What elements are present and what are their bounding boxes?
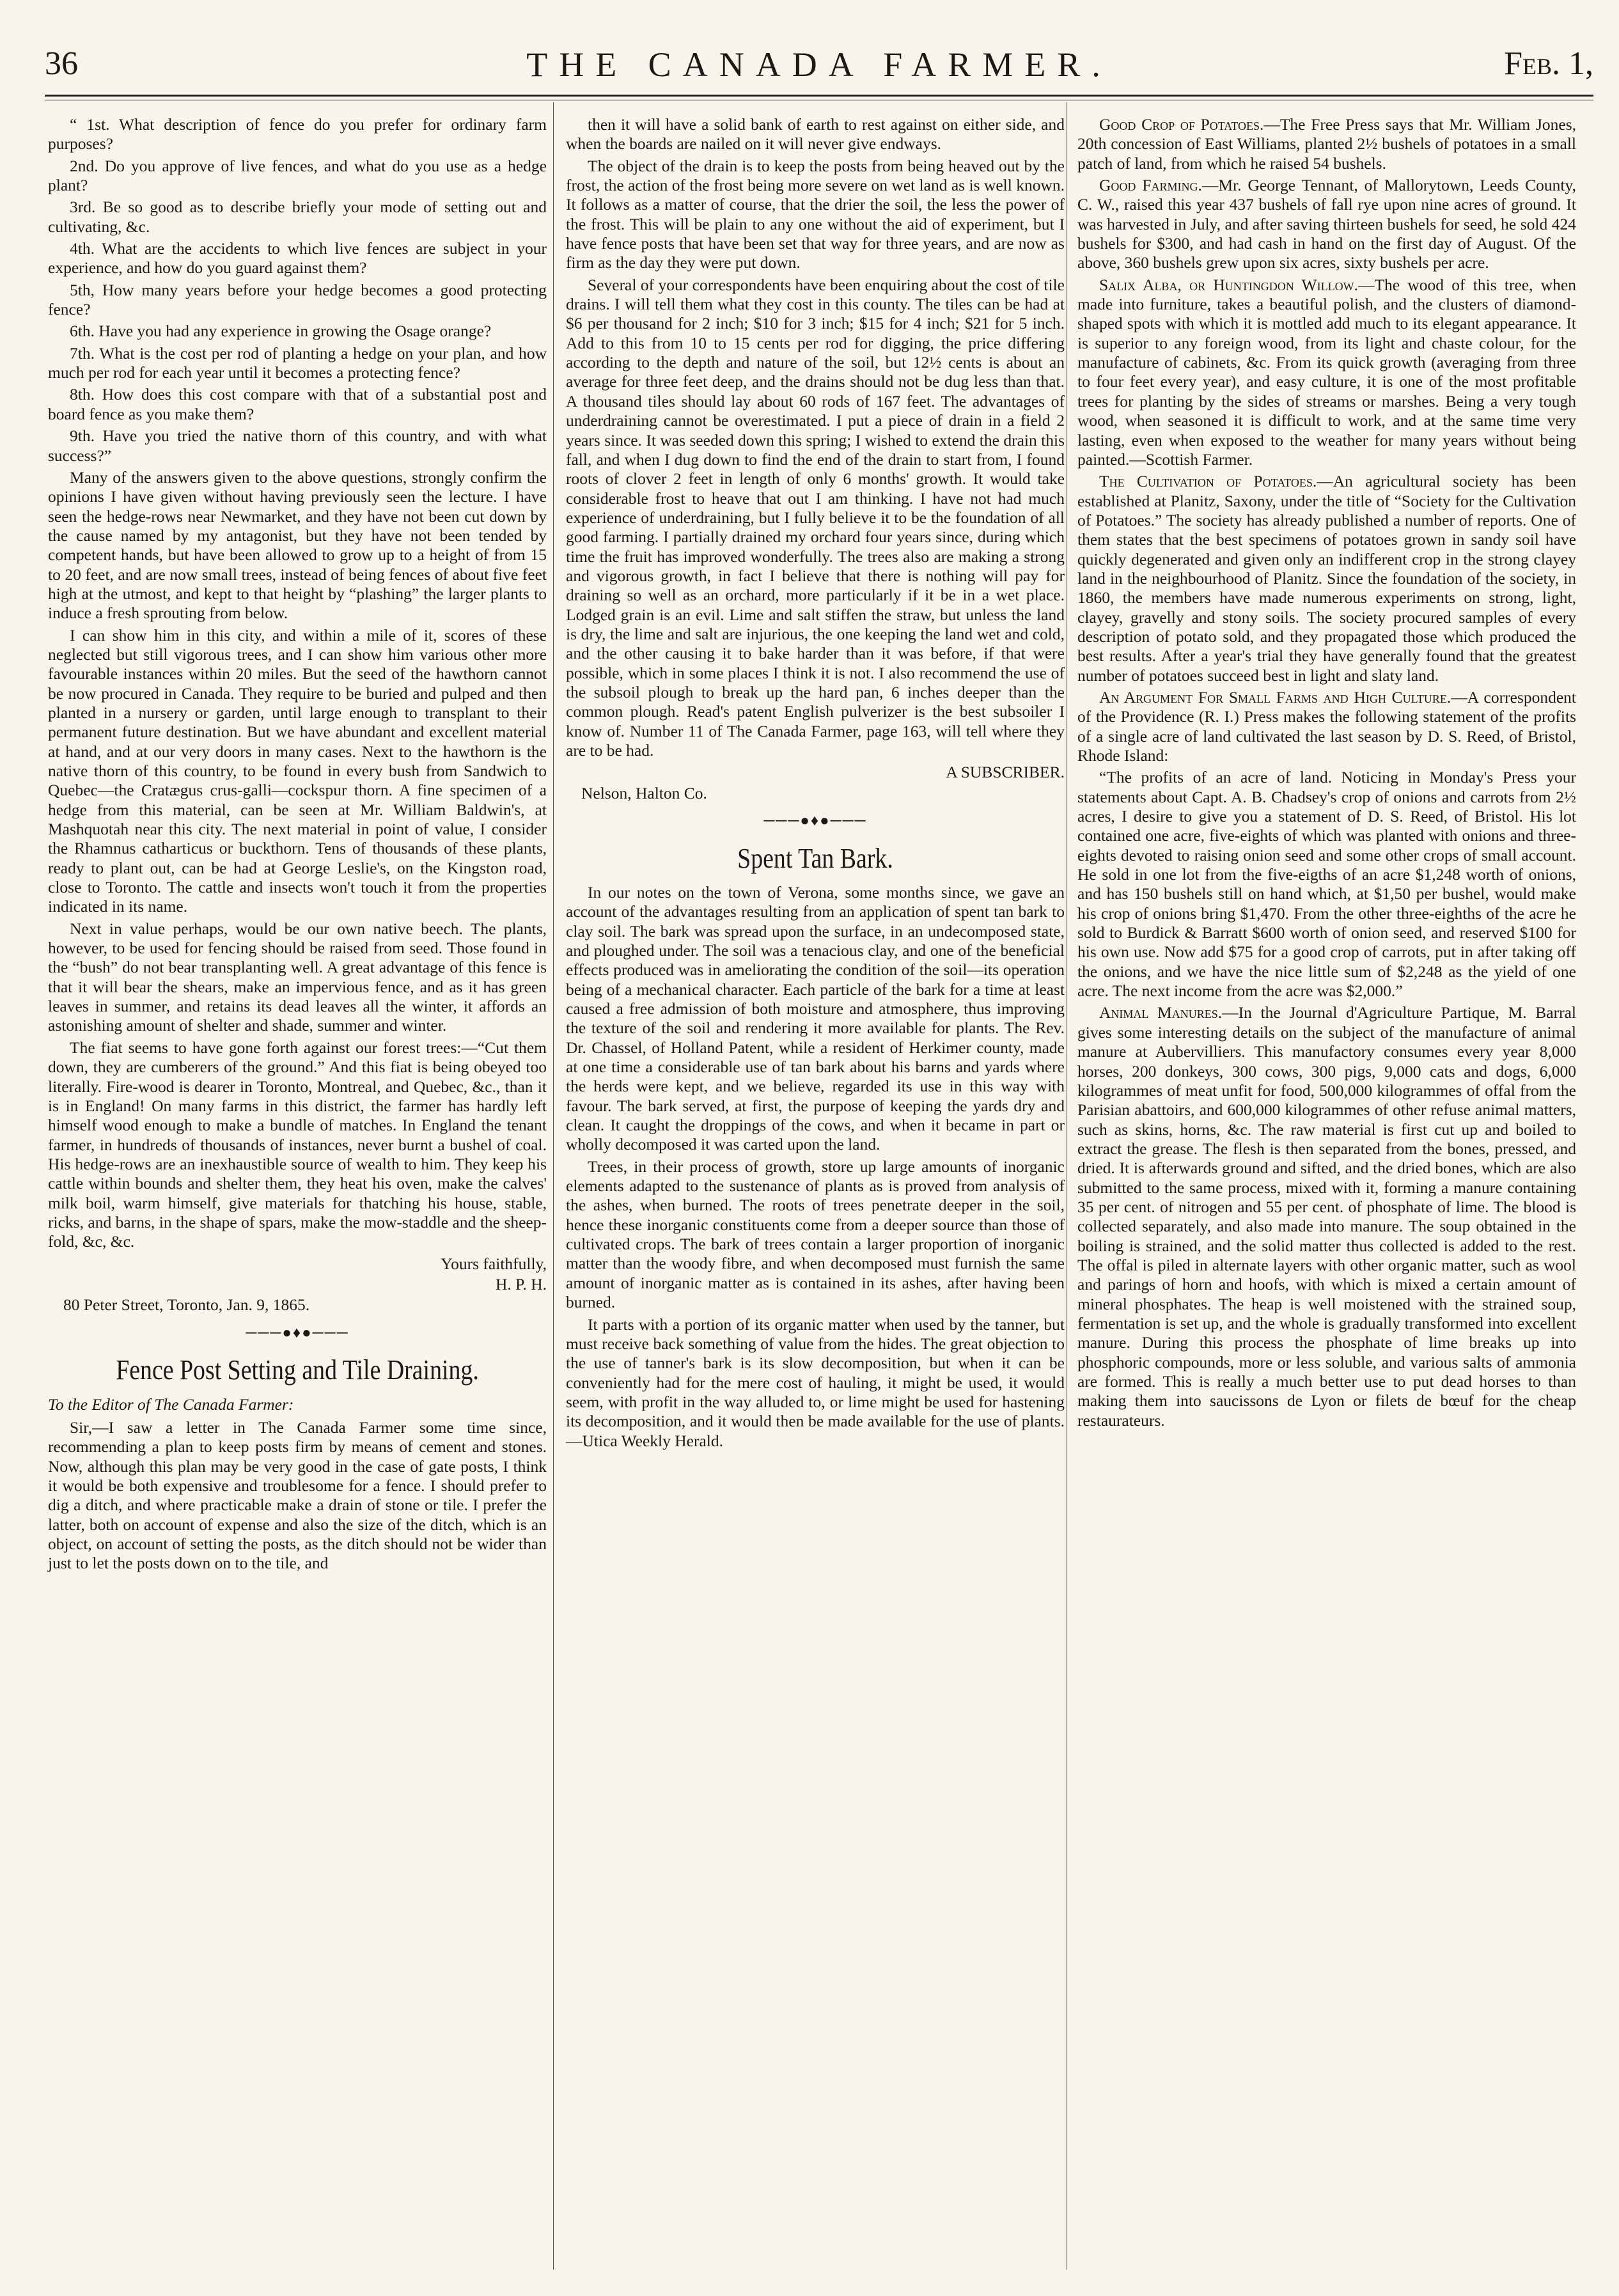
news-item <box>1077 176 1576 273</box>
item-title: Good Farming. <box>1099 176 1202 195</box>
question-line: 5th, How many years before your hedge becomes a good protecting fence? <box>48 280 547 319</box>
item-text: —Mr. George Tennant, of Mallorytown, Leeds County, C. W., raised this year 437 bushels of fall rye upon nine acres of ground. It was harvested in July, and after saving thirteen bushels for seed, he sold 424 bushels for $300, and had cash in hand on the first day of August. Of the above, 360 bushels grew upon six acres, sixty bushels per acre. <box>1077 176 1576 272</box>
article-paragraph: Sir,—I saw a letter in The Canada Farmer some time since, recommending a plan to keep posts firm by means of cement and stones. Now, although this plan may be very good in the case of gate posts, I think it would be both expensive and troublesome for a fence. I should prefer to dig a ditch, and where practicable make a drain of stone or tile. I prefer the latter, both on account of expense and also the size of the ditch, which is an object, on account of setting the posts, as the ditch should not be wider than just to let the posts down on to the tile, and <box>48 1417 547 1573</box>
question-line: “ 1st. What description of fence do you prefer for ordinary farm purposes? <box>48 115 547 153</box>
letter-salutation: To the Editor of The Canada Farmer: <box>48 1394 294 1414</box>
page-header <box>45 45 1593 96</box>
item-title: Animal Manures. <box>1099 1003 1223 1022</box>
article-paragraph: Many of the answers given to the above questions, strongly confirm the opinions I have given without having previously seen the lecture. I have seen the hedge-rows near Newmarket, and they have not been cut down by the cause named by my antagonist, but they have not been tended by competent hands, but have been allowed to grow up to a height of from 15 to 20 feet, and are now small trees, instead of being fences of about five feet high at the utmost, and kept to that height by “plashing” the larger plants to induce a fresh sprouting from below. <box>48 467 547 623</box>
question-line: 8th. How does this cost compare with that of a substantial post and board fence as you make them? <box>48 385 547 423</box>
article-paragraph: I can show him in this city, and within a mile of it, scores of these neglected but still vigorous trees, and I can show him various other more favourable instances within 20 miles. But the seed of the hawthorn cannot be now procured in Canada. They require to be buried and pulped and then planted in a nursery or garden, until large enough to transplant to their permanent future destination. But we have abundant and excellent material at hand, and at our very doors in many cases. Next to the hawthorn is the native thorn of this country, to be found in every bush from Sandwich to Quebec—the Cratægus crus-galli—cockspur thorn. A fine specimen of a hedge from this material, can be seen at Mr. William Baldwin's, at Mashquotah near this city. The next material in point of value, I consider the Rhamnus catharticus or buckthorn. Tens of thousands of these plants, ready to plant out, can be had at George Leslie's, on the Kingston road, close to Toronto. The cattle and insects won't touch it from the properties indicated in its name. <box>48 625 547 916</box>
article-paragraph: then it will have a solid bank of earth to rest against on either side, and when the boards are nailed on it will never give endways. <box>566 115 1065 153</box>
item-text: “The profits of an acre of land. Noticing in Monday's Press your statements about Capt. A. B. Chadsey's crop of onions and carrots from 2½ acres, I desire to give you a statement of D. S. Reed, of Bristol. His lot contained one acre, five-eights of which was planted with onions and three-eights devoted to raising onion seed and some other crops of small account. He sold in one lot from the five-eigths of an acre $1,248 worth of onions, and has 150 bushels still on hand which, at $1,50 per bushel, would make his crop of onions bring $1,470. From the other three-eighths of the acre he sold to Burdick & Barratt $600 worth of onion seed, and reserved $100 for his own use. Now add $75 for a good crop of carrots, put in after taking off the onions, and we have the nice little sum of $2,248 as the yield of one acre. The next income from the acre was $2,000.” <box>1077 768 1576 1001</box>
article-heading: Fence Post Setting and Tile Draining. <box>116 1354 479 1386</box>
section-ornament: ───●♦●─── <box>246 1324 349 1341</box>
item-text: —In the Journal d'Agriculture Partique, M. Barral gives some interesting details on the subject of the manufacture of animal manure at Aubervilliers. This manufactory consumes every year 8,000 horses, 200 donkeys, 300 cows, 300 pigs, 9,000 cats and dogs, 6,000 kilogrammes of meat unfit for food, 500,000 kilogrammes of offal from the Parisian abattoirs, and 600,000 kilogrammes of other refuse animal matters, such as skins, horns, &c. The raw material is first cut up and boiled to extract the grease. The flesh is then separated from the bones, pressed, and dried. It is afterwards ground and sifted, and the dried bones, which are also submitted to the same process, mixed with it, forming a manure containing 35 per cent. of nitrogen and 55 per cent. of phosphate of lime. The blood is collected separately, and also made into manure. The soup obtained in the boiling is strained, and the solid matter thus collected is added to the rest. The offal is piled in alternate layers with other organic matter, such as wool and parings of horn and hoofs, with which is mixed a certain amount of mineral phosphates. The heap is well moistened with the strained soup, fermentation is set up, and the whole is gradually transformed into excellent manure. During this process the phosphate of lime breaks up into phosphoric compounds, more or less soluble, and various salts of ammonia are formed. This is really a much better use to put dead horses to than making them into saucissons de Lyon or filets de bœuf for the cheap restaurateurs. <box>1077 1003 1576 1430</box>
news-item <box>1077 115 1576 173</box>
section-ornament: ───●♦●─── <box>763 813 867 830</box>
news-item <box>1077 768 1576 1001</box>
item-title: The Cultivation of Potatoes. <box>1099 472 1317 491</box>
item-text: —The Free Press says that Mr. William Jones, 20th concession of East Williams, planted 2½ bushels of potatoes in a small patch of land, from which he raised 54 bushels. <box>1077 115 1577 173</box>
column-3 <box>1077 115 1576 1433</box>
news-item <box>1077 688 1576 765</box>
letter-signature: H. P. H. <box>495 1274 547 1293</box>
question-line: 9th. Have you tried the native thorn of this country, and with what success?” <box>48 426 547 465</box>
question-line: 4th. What are the accidents to which live fences are subject in your experience, and how do you guard against them? <box>48 239 547 277</box>
article-heading: Spent Tan Bark. <box>737 842 893 874</box>
item-title: Salix Alba, or Huntingdon Willow. <box>1099 275 1358 294</box>
item-text: —An agricultural society has been established at Planitz, Saxony, under the title of “Society for the Cultivation of Potatoes.” The society has already published a number of reports. One of them states that the best specimens of potatoes grown in sandy soil have quickly degenerated and given only an indifferent crop in the strong clayey land in the neighbourhood of Planitz. Since the foundation of the society, in 1860, the members have made numerous experiments on strong, light, clayey, gravelly and stony soils. The society procured samples of every description of potato sold, and they propagated those which produced the best results. After a year's trial they have generally found that the greatest number of potatoes succeed best in light and slaty land. <box>1077 472 1576 685</box>
question-line: 7th. What is the cost per rod of planting a hedge on your plan, and how much per rod for each year until it becomes a protecting fence? <box>48 343 547 382</box>
item-title: An Argument For Small Farms and High Culture. <box>1099 687 1451 707</box>
column-2 <box>566 115 1065 1453</box>
item-text: —A correspondent of the Providence (R. I.) Press makes the following statement of the profits of a single acre of land cultivated the last season by D. S. Reed, of Bristol, Rhode Island: <box>1077 687 1576 765</box>
article-paragraph: Several of your correspondents have been enquiring about the cost of tile drains. I will tell them what they cost in this county. The tiles can be had at $6 per thousand for 2 inch; $10 for 3 inch; $15 for 4 inch; $21 for 5 inch. Add to this from 10 to 15 cents per rod for digging, the price differing according to the depth and nature of the soil, but 12½ cents is about an average for three feet deep, and the drains should not be dug less than that. A thousand tiles should lay about 60 rods of 167 feet. The advantages of underdraining cannot be overestimated. I put a piece of drain in a field 2 years since. It was seeded down this spring; I wished to extend the drain this fall, and when I dug down to find the end of the drain to start from, I found roots of clover 2 feet in length of only 6 months' growth. It would take considerable frost to heave that out I am thinking. I have not had much experience of underdraining, but I fully believe it to be the foundation of all good farming. I partially drained my orchard four years since, during which time the fruit has improved wonderfully. The trees also are making a strong and vigorous growth, in fact I believe that there is nothing will pay for draining so well as an orchard, more particularly if it be in a wet place. Lodged grain is an evil. Lime and salt stiffen the straw, but unless the land is dry, the lime and salt are injurious, the one keeping the land wet and cold, and the other causing it to bake harder than it was before, if that were possible, which in some places I think it is not. I also recommend the use of the subsoil plough to break up the hard pan, 6 inches deeper than the common plough. Read's patent English pulverizer is the best subsoiler I know of. Number 11 of The Canada Farmer, page 163, will tell where they are to be had. <box>566 275 1065 760</box>
header-rule <box>45 95 1593 97</box>
article-paragraph: The fiat seems to have gone forth against our forest trees:—“Cut them down, they are cumberers of the ground.” And this fiat is being obeyed too literally. Fire-wood is dearer in Toronto, Montreal, and Quebec, &c., than it is in England! On many farms in this district, the farmer has hardly left himself wood enough to make a bundle of matches. In England the tenant farmer, in hundreds of thousands of instances, never burnt a bushel of coal. His hedge-rows are an inexhaustible source of wealth to him. They keep his cattle within bounds and shelter them, they heat his oven, make the calves' milk boil, warm himself, give materials for thatching his house, stable, ricks, and barns, in the shape of spars, make the mow-staddle and the sheep-fold, &c, &c. <box>48 1038 547 1251</box>
letter-place: Nelson, Halton Co. <box>581 783 707 802</box>
item-title: Good Crop of Potatoes. <box>1099 115 1264 134</box>
question-line: 6th. Have you had any experience in growing the Osage orange? <box>70 322 492 341</box>
column-1 <box>48 115 547 1576</box>
question-line: 2nd. Do you approve of live fences, and what do you use as a hedge plant? <box>48 156 547 195</box>
masthead-title: THE CANADA FARMER. <box>526 45 1112 84</box>
article-paragraph: Next in value perhaps, would be our own native beech. The plants, however, to be used for fencing should be raised from seed. Those found in the “bush” do not bear transplanting well. A great advantage of this fence is that it will bear the shears, make an impervious fence, and as it has green leaves in summer, and retains its dead leaves all the winter, it affords an astonishing amount of shelter and shade, summer and winter. <box>48 919 547 1035</box>
news-item <box>1077 1003 1576 1430</box>
letter-closing: Yours faithfully, <box>441 1254 547 1273</box>
letter-address: 80 Peter Street, Toronto, Jan. 9, 1865. <box>63 1295 310 1315</box>
article-paragraph: The object of the drain is to keep the posts from being heaved out by the frost, the action of the frost being more severe on wet land as is well known. It follows as a matter of course, that the drier the soil, the less the power of the frost. This will be plain to any one without the aid of experiment, but I have fence posts that have been set that way for three years, and are now as firm as the day they were put down. <box>566 156 1065 272</box>
page-number: 36 <box>45 45 78 82</box>
article-paragraph: Trees, in their process of growth, store up large amounts of inorganic elements adapted to the sustenance of plants as is proved from analysis of the ashes, when burned. The roots of trees penetrate deeper in the soil, hence these inorganic constituents come from a deeper source than those of cultivated crops. The bark of trees contain a larger proportion of inorganic matter than the woody fibre, and when decomposed must furnish the same amount of inorganic matter as is contained in its ashes, after having been burned. <box>566 1157 1065 1312</box>
news-item <box>1077 472 1576 685</box>
item-text: —The wood of this tree, when made into furniture, takes a beautiful polish, and the clusters of diamond-shaped spots with which it is mottled add much to its elegant appearance. It is superior to any foreign wood, from its light and chaste colour, for the manufacture of cabinets, &c. From its quick growth (averaging from three to four feet every year), and easy culture, it is one of the most profitable trees for planting by the sides of streams or marshes. Being a very tough wood, when seasoned it is difficult to work, and at the same time very lasting, even when exposed to the weather for many years without being painted.—Scottish Farmer. <box>1077 275 1576 469</box>
news-item <box>1077 276 1576 469</box>
question-line: 3rd. Be so good as to describe briefly your mode of setting out and cultivating, &c. <box>48 198 547 236</box>
article-paragraph: It parts with a portion of its organic matter when used by the tanner, but must receive back something of value from the hides. The great objection to the use of tanner's bark is its slow decomposition, but when it can be conveniently had for the mere cost of hauling, it might be used, it would seem, with profit in the way alluded to, or lime might be used for hastening its decomposition, and it would then be made available for the use of plants.—Utica Weekly Herald. <box>566 1315 1065 1450</box>
letter-signature: A SUBSCRIBER. <box>946 763 1065 782</box>
column-divider <box>553 102 554 2270</box>
article-paragraph: In our notes on the town of Verona, some months since, we gave an account of the advantages resulting from an application of spent tan bark to clay soil. The bark was spread upon the surface, in an undecomposed state, and ploughed under. The soil was a tenacious clay, and one of the beneficial effects produced was in ameliorating the condition of the soil—its operation being of a mechanical character. Each particle of the bark for a time at least caused a free admission of both moisture and atmosphere, thus improving the texture of the soil and rendering it more available for plants. The Rev. Dr. Chassel, of Holland Patent, while a resident of Herkimer county, made at one time a considerable use of tan bark about his barns and yards where the herds were kept, and we believe, regarded its use in this way with favour. The bark served, at first, the purpose of keeping the yards dry and clean. It caught the droppings of the cows, and when it became in part or wholly decomposed it was carted upon the land. <box>566 882 1065 1154</box>
issue-date: Feb. 1, <box>1504 45 1593 82</box>
